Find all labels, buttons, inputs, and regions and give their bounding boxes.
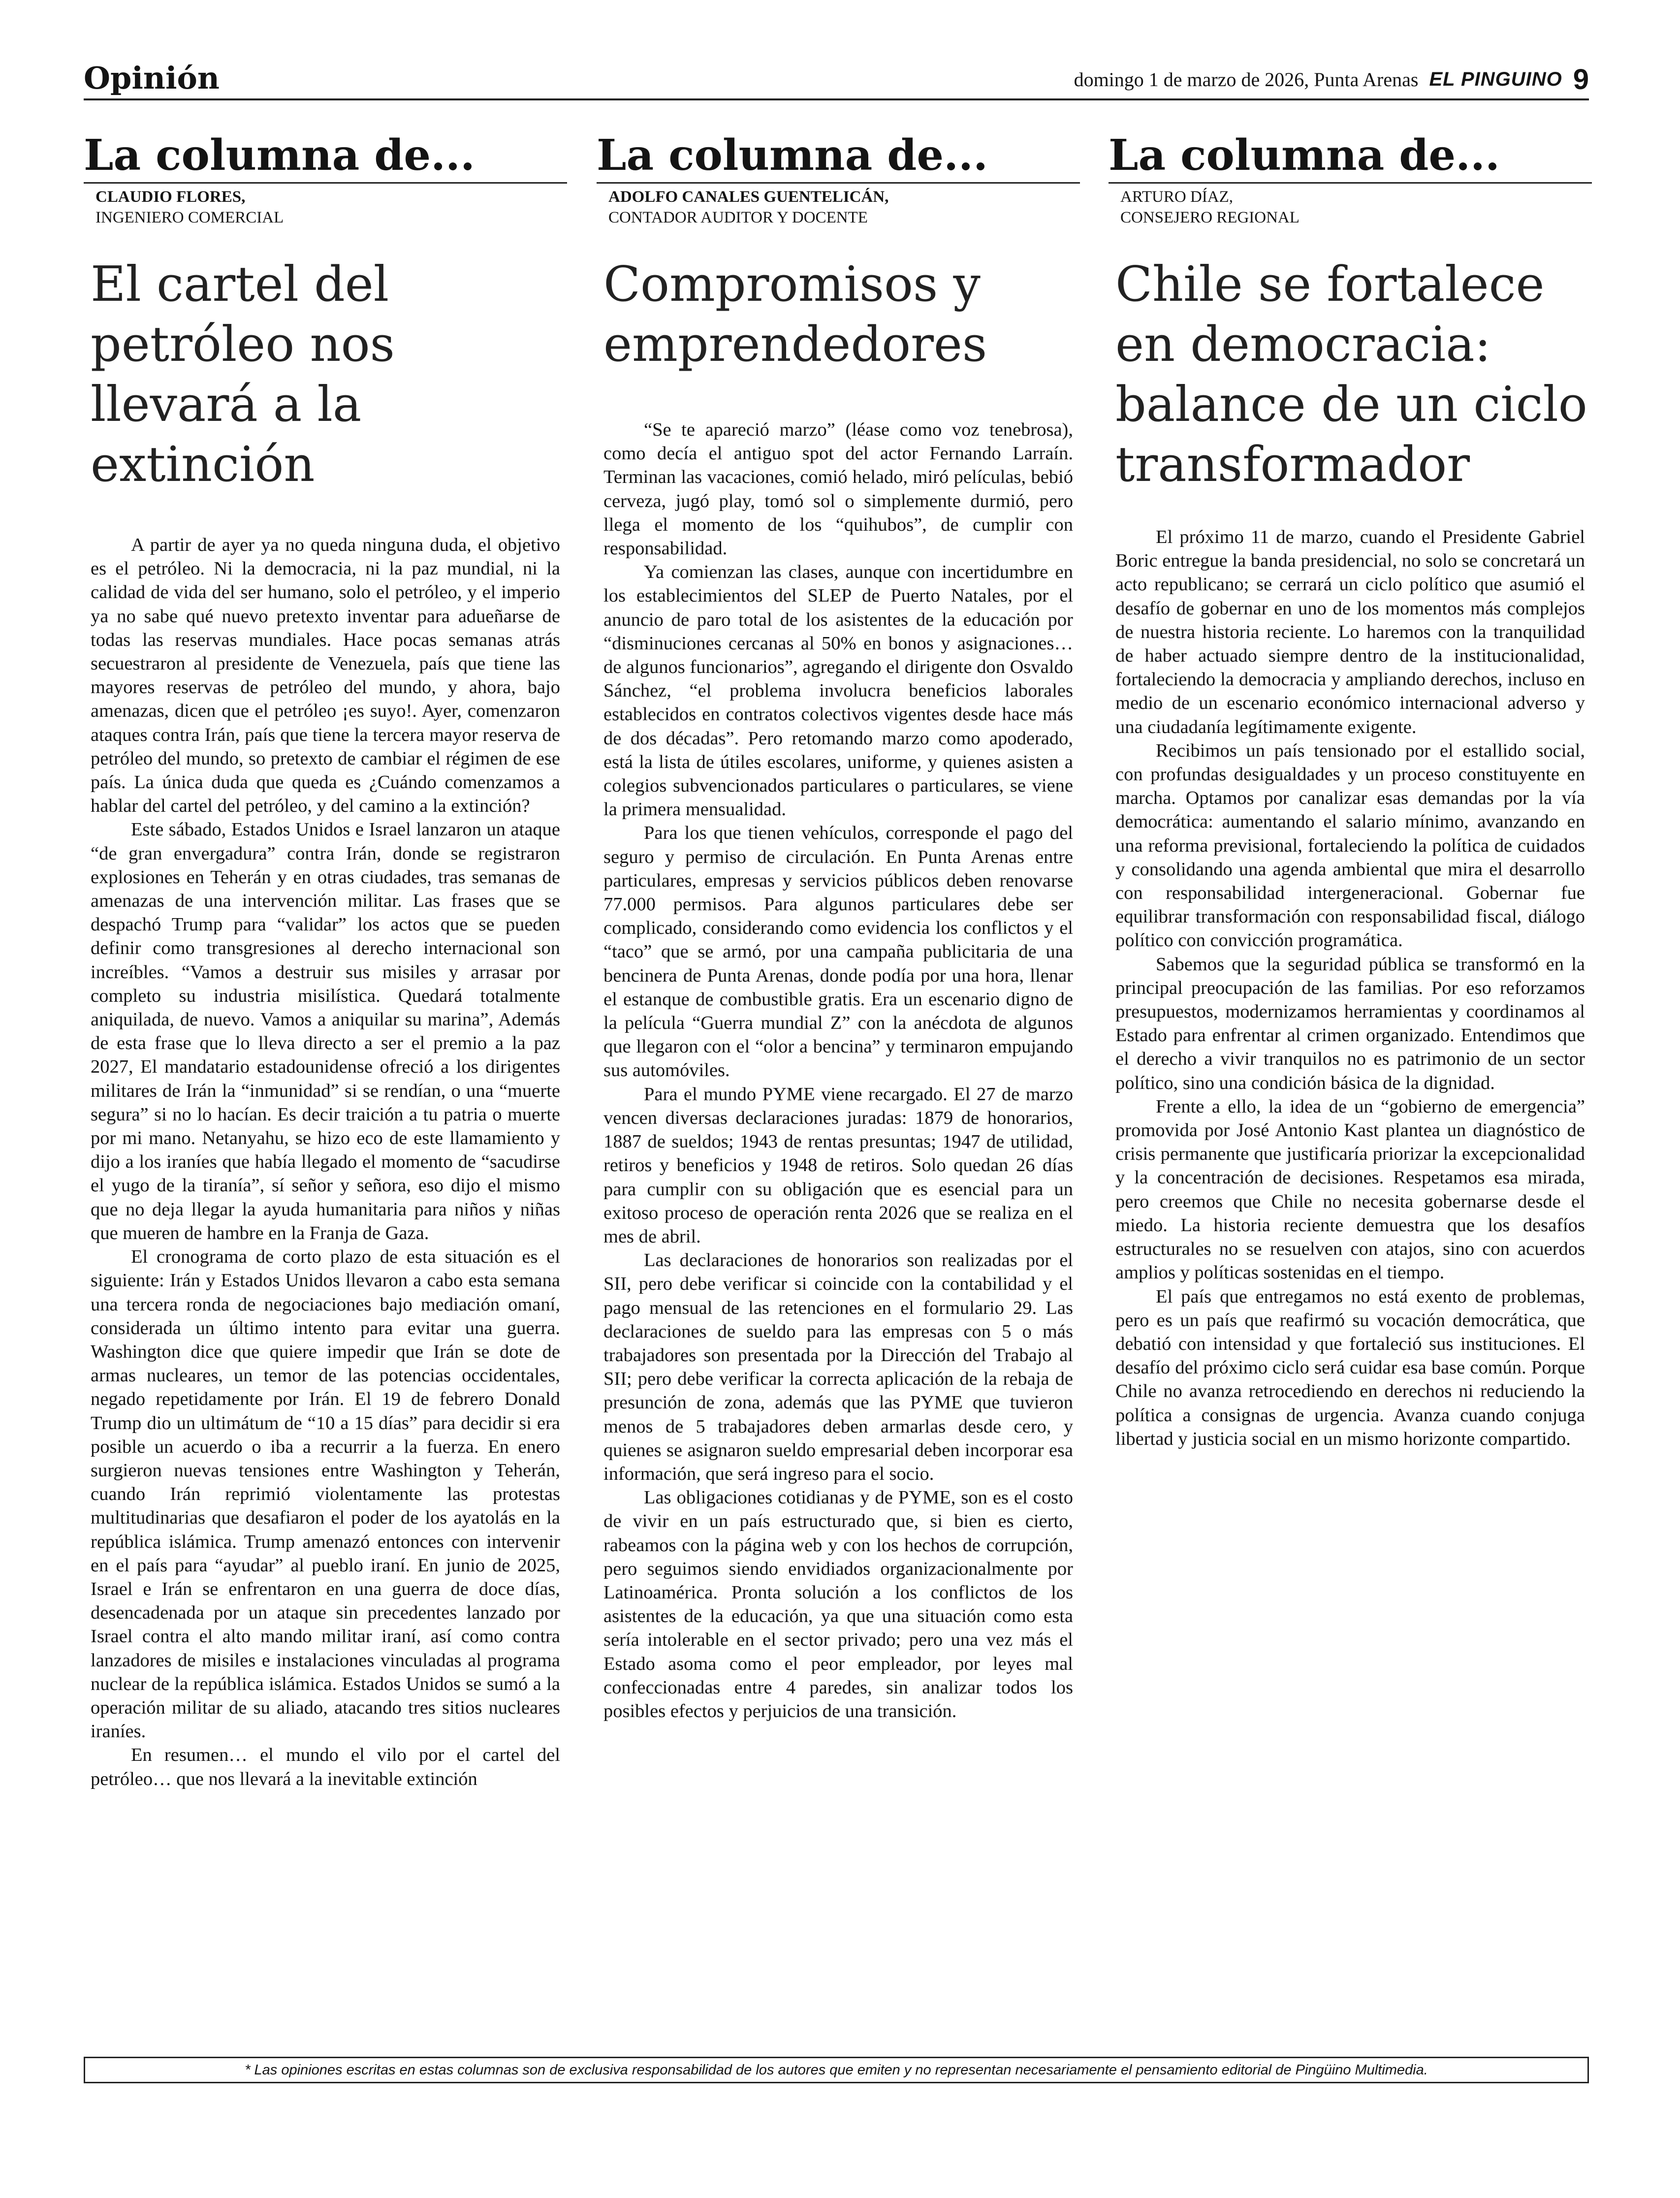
column-kicker: La columna de... xyxy=(597,129,1080,184)
brand-logo: EL PINGUINO xyxy=(1429,68,1562,90)
author-name: CLAUDIO FLORES, xyxy=(95,188,246,206)
paragraph: “Se te apareció marzo” (léase como voz tenebrosa), como decía el antiguo spot del actor Fernando Larraín. Terminan las vacaciones, comió helado, miró películas, bebió cerveza, jugó play, tomó sol o simplemente durmió, pero llega el momento de los “quihubos”, de cumplir con responsabilidad. xyxy=(603,419,1073,559)
paragraph: El país que entregamos no está exento de problemas, pero es un país que reafirmó su vocación democrática, que debatió con intensidad y que fortaleció sus instituciones. El desafío del próximo ciclo será cuidar esa base común. Porque Chile no avanza retrocediendo en derechos ni reduciendo la política a consignas de urgencia. Avanza cuando conjuga libertad y justicia social en un mismo horizonte compartido. xyxy=(1115,1286,1585,1449)
author-byline xyxy=(1109,187,1592,228)
article-body xyxy=(1109,525,1592,1451)
column-2 xyxy=(597,129,1080,1723)
author-byline xyxy=(597,187,1080,228)
paragraph: Las obligaciones cotidianas y de PYME, son es el costo de vivir en un país estructurado que, si bien es cierto, rabeamos con la página web y con los hechos de corrupción, pero seguimos siendo envidiados organizacionalmente por Latinoamérica. Pronta solución a los conflictos de los asistentes de la educación, ya que una situación como esta sería intolerable en el sector privado; pero una vez más el Estado asoma como el peor empleador, por leyes mal confeccionadas entre 4 paredes, sin analizar todos los posibles efectos y perjuicios de una transición. xyxy=(603,1487,1073,1721)
date-line: domingo 1 de marzo de 2026, Punta Arenas xyxy=(1074,68,1419,91)
paragraph: Recibimos un país tensionado por el estallido social, con profundas desigualdades y un proceso constituyente en marcha. Optamos por canalizar esas demandas por la vía democrática: aumentando el salario mínimo, avanzando en una reforma previsional, fortaleciendo la política de cuidados y consolidando una agenda ambiental que mira el desarrollo con responsabilidad intergeneracional. Gobernar fue equilibrar transformación con responsabilidad fiscal, diálogo político con convicción programática. xyxy=(1115,740,1585,951)
author-title: CONTADOR AUDITOR Y DOCENTE xyxy=(608,209,868,226)
page-header xyxy=(84,58,1589,100)
paragraph: Sabemos que la seguridad pública se transformó en la principal preocupación de las familias. Por eso reforzamos presupuestos, modernizamos herramientas y coordinamos al Estado para enfrentar al crimen organizado. Entendimos que el derecho a vivir tranquilos no es patrimonio de un sector político, sino una condición básica de la dignidad. xyxy=(1115,954,1585,1093)
article-headline: Chile se fortalece en democracia: balance de un ciclo transformador xyxy=(1115,256,1587,493)
column-kicker: La columna de... xyxy=(84,129,567,184)
article-body xyxy=(84,533,567,1791)
paragraph: Las declaraciones de honorarios son realizadas por el SII, pero debe verificar si coincide con la contabilidad y el pago mensual de las retenciones en el formulario 29. Las declaraciones de sueldo para las empresas con 5 o más trabajadores son presentada por la Dirección del Trabajo al SII; pero debe verificar la correcta aplicación de la rebaja de presunción de zona, además que las PYME que tuvieron menos de 5 trabajadores deben armarlas desde cero, y quienes se asignaron sueldo empresarial deben incorporar esa información, que será ingreso para el socio. xyxy=(603,1250,1073,1484)
paragraph: A partir de ayer ya no queda ninguna duda, el objetivo es el petróleo. Ni la democracia, ni la paz mundial, ni la calidad de vida del ser humano, solo el petróleo, y el imperio ya no sabe qué nuevo pretexto inventar para adueñarse de todas las reservas mundiales. Hace pocas semanas atrás secuestraron al presidente de Venezuela, país que tiene las mayores reservas de petróleo del mundo, y ahora, bajo amenazas, dicen que el petróleo ¡es suyo!. Ayer, comenzaron ataques contra Irán, país que tiene la tercera mayor reserva de petróleo del mundo, so pretexto de cambiar el régimen de ese país. La única duda que queda es ¿Cuándo comenzamos a hablar del cartel del petróleo, y del camino a la extinción? xyxy=(91,535,560,817)
paragraph: El cronograma de corto plazo de esta situación es el siguiente: Irán y Estados Unidos llevaron a cabo esta semana una tercera ronda de negociaciones bajo mediación omaní, considerada un último intento para evitar una guerra. Washington dice que quiere impedir que Irán se dote de armas nucleares, un temor de las potencias occidentales, negado repetidamente por Irán. El 19 de febrero Donald Trump dio un ultimátum de “10 a 15 días” para decidir si era posible un acuerdo o iba a recurrir a la fuerza. En enero surgieron nuevas tensiones entre Washington y Teherán, cuando Irán reprimió violentamente las protestas multitudinarias que desafiaron el poder de los ayatolás en la república islámica. Trump amenazó entonces con intervenir en el país para “ayudar” al pueblo iraní. En junio de 2025, Israel e Irán se enfrentaron en una guerra de doce días, desencadenada por un ataque sin precedentes lanzado por Israel contra el alto mando militar iraní, así como contra lanzadores de misiles e instalaciones vinculadas al programa nuclear de la república islámica. Estados Unidos se sumó a la operación militar de su aliado, atacando tres sitios nucleares iraníes. xyxy=(91,1246,560,1742)
section-title: Opinión xyxy=(84,60,220,96)
paragraph: Para el mundo PYME viene recargado. El 27 de marzo vencen diversas declaraciones juradas: 1879 de honorarios, 1887 de sueldos; 1943 de rentas presuntas; 1947 de utilidad, retiros y beneficios y 1948 de retiros. Solo quedan 26 días para cumplir con su obligación que es esencial para un exitoso proceso de operación renta 2026 que se realiza en el mes de abril. xyxy=(603,1083,1073,1247)
article-headline: El cartel del petróleo nos llevará a la extinción xyxy=(91,256,395,493)
paragraph: Frente a ello, la idea de un “gobierno de emergencia” promovida por José Antonio Kast plantea un diagnóstico de crisis permanente que justificaría priorizar la excepcionalidad y la concentración de decisiones. Respetamos esa mirada, pero creemos que Chile no necesita gobernarse desde el miedo. La historia reciente demuestra que los desafíos estructurales no se resuelven con atajos, sino con acuerdos amplios y políticas sostenidas en el tiempo. xyxy=(1115,1096,1585,1283)
paragraph: En resumen… el mundo el vilo por el cartel del petróleo… que nos llevará a la inevitable extinción xyxy=(91,1745,560,1789)
author-byline xyxy=(84,187,567,228)
author-name: ARTURO DÍAZ, xyxy=(1120,188,1234,206)
paragraph: El próximo 11 de marzo, cuando el Presidente Gabriel Boric entregue la banda presidencial, no solo se concretará un acto republicano; se cerrará un ciclo político que asumió el desafío de gobernar en uno de los momentos más complejos de nuestra historia reciente. Lo haremos con la tranquilidad de haber actuado siempre dentro de la institucionalidad, fortaleciendo la democracia y ampliando derechos, incluso en medio de un escenario económico internacional adverso y una ciudadanía legítimamente exigente. xyxy=(1115,527,1585,737)
article-headline: Compromisos y emprendedores xyxy=(603,256,987,373)
paragraph: Este sábado, Estados Unidos e Israel lanzaron un ataque “de gran envergadura” contra Irán, donde se registraron explosiones en Teherán y en otras ciudades, tras semanas de amenazas de una intervención militar. Las frases que se despachó Trump para “validar” los actos que se pueden definir como transgresiones al derecho internacional son increíbles. “Vamos a destruir sus misiles y arrasar por completo su industria misilística. Quedará totalmente aniquilada, de nuevo. Vamos a aniquilar su marina”, Además de esta frase que lo lleva directo a ser el premio a la paz 2027, El mandatario estadounidense ofreció a los dirigentes militares de Irán la “inmunidad” si se rendían, o una “muerte segura” si no lo hacían. Es decir traición a tu patria o muerte por mi mano. Netanyahu, se hizo eco de este llamamiento y dijo a los iraníes que había llegado el momento de “sacudirse el yugo de la tiranía”, sí señor y señora, eso dijo el mismo que no deja llegar la ayuda humanitaria para niños y niñas que mueren de hambre en la Franja de Gaza. xyxy=(91,819,560,1243)
column-kicker: La columna de... xyxy=(1109,129,1592,184)
column-1 xyxy=(84,129,567,1791)
author-title: INGENIERO COMERCIAL xyxy=(95,209,284,226)
paragraph: Para los que tienen vehículos, corresponde el pago del seguro y permiso de circulación. En Punta Arenas entre particulares, empresas y servicios públicos deben renovarse 77.000 permisos. Para algunos particulares debe ser complicado, considerando como evidencia los conflictos y el “taco” que se armó, por una campaña publicitaria de una bencinera de Punta Arenas, donde podía por una hora, llenar el estanque de combustible gratis. Era un escenario digno de la película “Guerra mundial Z” con la anécdota de algunos que llegaron con el “olor a bencina” y terminaron empujando sus automóviles. xyxy=(603,823,1073,1081)
author-name: ADOLFO CANALES GUENTELICÁN, xyxy=(608,188,889,206)
article-body xyxy=(597,418,1080,1723)
page-number: 9 xyxy=(1573,64,1589,96)
author-title: CONSEJERO REGIONAL xyxy=(1120,209,1300,226)
paragraph: Ya comienzan las clases, aunque con incertidumbre en los establecimientos del SLEP de Puerto Natales, por el anuncio de paro total de los asistentes de la educación por “disminuciones cercanas al 50% en bonos y asignaciones… de algunos funcionarios”, agregando el dirigente don Osvaldo Sánchez, “el problema involucra beneficios laborales establecidos en contratos colectivos vigentes desde hace más de dos décadas”. Pero retomando marzo como apoderado, está la lista de útiles escolares, uniforme, y quienes asisten a colegios subvencionados particulares o particulares, se viene la primera mensualidad. xyxy=(603,562,1073,820)
column-3 xyxy=(1109,129,1592,1451)
header-meta xyxy=(1074,63,1589,96)
disclaimer-box: * Las opiniones escritas en estas columnas son de exclusiva responsabilidad de los autores que emiten y no representan necesariamente el pensamiento editorial de Pingüino Multimedia. xyxy=(84,2057,1589,2083)
